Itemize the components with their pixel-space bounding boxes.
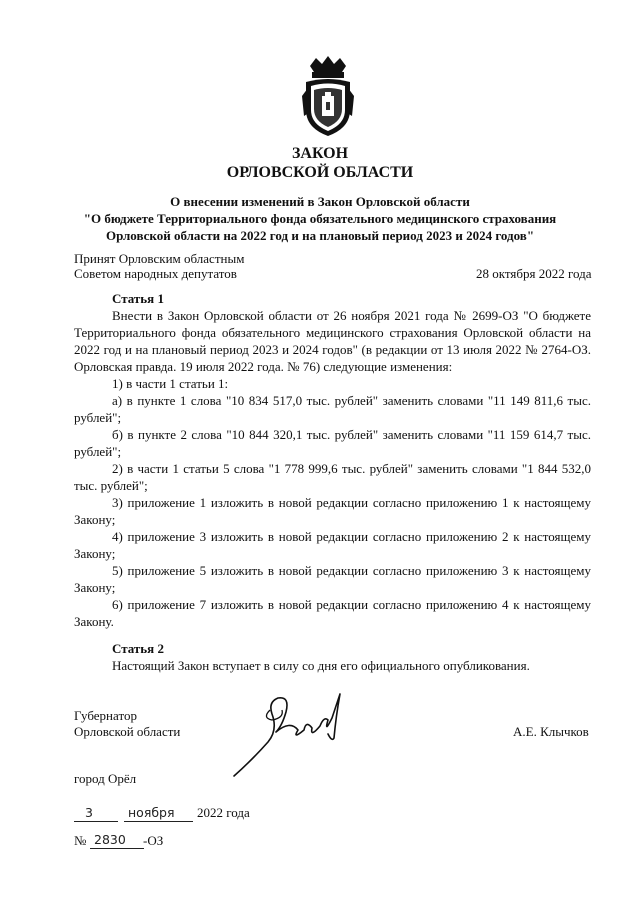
article1-item1: 1) в части 1 статьи 1: [112,376,229,391]
signature-role-line1: Губернатор [74,708,137,723]
law-number-suffix: -ОЗ [143,833,164,848]
signature-role-line2: Орловской области [74,724,181,739]
article1-item1a: а) в пункте 1 слова "10 834 517,0 тыс. рублей" заменить словами "11 149 811,6 тыс. рублей"; [74,393,591,425]
law-number-prefix: № [74,833,87,848]
adoption-date: 28 октября 2022 года [476,266,592,281]
adoption-line2: Советом народных депутатов [74,266,237,281]
adoption-line1: Принят Орловским областным [74,251,245,266]
article2-text: Настоящий Закон вступает в силу со дня его официального опубликования. [112,658,530,673]
day-underline [74,821,118,822]
month-underline [124,821,193,822]
article1-item5: 5) приложение 5 изложить в новой редакции согласно приложению 3 к настоящему Закону; [74,563,591,595]
date-month: ноября [128,805,175,820]
law-subtitle-line1: О внесении изменений в Закон Орловской области [170,194,470,209]
law-subtitle-line2: "О бюджете Территориального фонда обязательного медицинского страхования [83,211,557,226]
law-region-title: ОРЛОВСКОЙ ОБЛАСТИ [226,164,414,181]
law-title: ЗАКОН [291,145,349,162]
number-underline [90,848,144,849]
date-year: 2022 года [197,805,250,820]
article1-item2: 2) в части 1 статьи 5 слова "1 778 999,6 тыс. рублей" заменить словами "1 844 532,0 тыс. рублей"; [74,461,591,493]
article1-item6: 6) приложение 7 изложить в новой редакции согласно приложению 4 к настоящему Закону. [74,597,591,629]
city: город Орёл [74,771,137,786]
signatory-name: А.Е. Клычков [513,724,589,739]
article1-item4: 4) приложение 3 изложить в новой редакции согласно приложению 2 к настоящему Закону; [74,529,591,561]
orel-coat-of-arms-icon [302,56,354,138]
article1-item3: 3) приложение 1 изложить в новой редакции согласно приложению 1 к настоящему Закону; [74,495,591,527]
date-day: 3 [85,805,93,820]
article1-heading: Статья 1 [112,291,164,306]
article2-heading: Статья 2 [112,641,164,656]
signature-image [232,690,344,778]
article1-item1b: б) в пункте 2 слова "10 844 320,1 тыс. рублей" заменить словами "11 159 614,7 тыс. рублей"; [74,427,591,459]
law-number: 2830 [94,832,126,847]
article1-intro: Внести в Закон Орловской области от 26 ноября 2021 года № 2699-ОЗ "О бюджете Территориального фонда обязательного медицинского страхования Орловской области на 2022 год и на плановый период 2023 и 2024 годов" (в редакции от 13 июля 2022 № 2764-ОЗ. Орловская правда. 19 июля 2022 года. № 76) следующие изменения: [74,308,591,374]
law-subtitle-line3: Орловской области на 2022 год и на плановый период 2023 и 2024 годов" [105,228,535,243]
